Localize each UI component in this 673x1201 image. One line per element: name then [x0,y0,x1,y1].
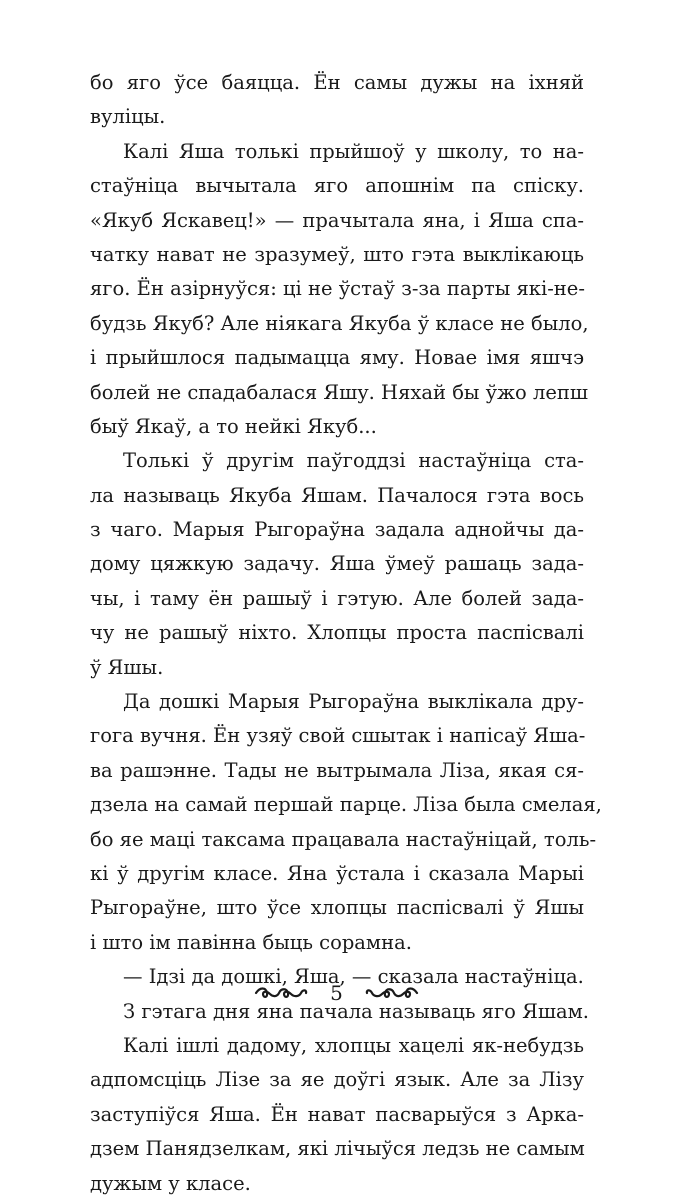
text-line: бо яго ўсе баяцца. Ён самы дужы на іхняй [90,71,584,94]
text-line: заступіўся Яша. Ён нават пасварыўся з Арка- [90,1102,584,1126]
text-line: кі ў другім класе. Яна ўстала і сказала Марыі [90,861,584,885]
text-line: Калі Яша толькі прыйшоў у школу, то на- [123,139,584,163]
text-line: ў Яшы. [90,655,164,679]
text-line: вуліцы. [90,105,166,129]
ornament-left-icon [254,985,308,1001]
text-line: ла называць Якуба Яшам. Пачалося гэта вось [90,483,584,507]
body-text [90,66,602,1201]
page-footer [0,976,673,1010]
text-line: і прыйшлося падымацца яму. Новае імя яшчэ [90,346,584,370]
text-line: і што ім павінна быць сорамна. [90,930,412,954]
text-line: яго. Ён азірнуўся: ці не ўстаў з-за парты які-не- [90,277,585,301]
text-line: — Ідзі да дошкі, Яша, — сказала настаўніца. [123,965,584,989]
text-line: Толькі ў другім паўгоддзі настаўніца ста- [123,449,584,473]
text-line: дзела на самай першай парце. Ліза была смелая, [90,793,602,817]
text-line: ва рашэнне. Тады не вытрымала Ліза, якая ся- [90,758,584,782]
text-line: дому цяжкую задачу. Яша ўмеў рашаць зада- [90,552,584,576]
text-line: з чаго. Марыя Рыгораўна задала аднойчы да- [90,518,584,542]
text-line: адпомсціць Лізе за яе доўгі язык. Але за Лізу [90,1068,584,1092]
text-line: бо яе маці таксама працавала настаўніцай, толь- [90,827,597,851]
text-line: чатку нават не зразумеў, што гэта выклікаюць [90,242,584,266]
text-line: Калі ішлі дадому, хлопцы хацелі як-небудзь [123,1033,584,1057]
text-line: будзь Якуб? Але ніякага Якуба ў класе не было, [90,311,589,335]
text-line: чы, і таму ён рашыў і гэтую. Але болей зада- [90,586,584,610]
text-line: быў Якаў, а то нейкі Якуб... [90,414,377,438]
text-line: гога вучня. Ён узяў свой сшытак і напісаў Яша- [90,724,586,748]
ornament-right-icon [365,985,419,1001]
page-number: 5 [330,981,343,1005]
text-line: Рыгораўне, што ўсе хлопцы паспісвалі ў Яшы [90,896,584,920]
text-line: Да дошкі Марыя Рыгораўна выклікала дру- [123,690,584,714]
text-line: З гэтага дня яна пачала называць яго Яшам. [123,999,589,1023]
text-line: чу не рашыў ніхто. Хлопцы проста паспісвалі [90,621,584,645]
text-line: стаўніца вычытала яго апошнім па спіску. [90,174,584,198]
text-line: «Якуб Яскавец!» — прачытала яна, і Яша спа- [90,208,584,232]
text-line: болей не спадабалася Яшу. Няхай бы ўжо лепш [90,380,589,404]
text-line: дужым у класе. [90,1171,251,1195]
text-line: дзем Панядзелкам, які лічыўся ледзь не самым [90,1137,585,1161]
